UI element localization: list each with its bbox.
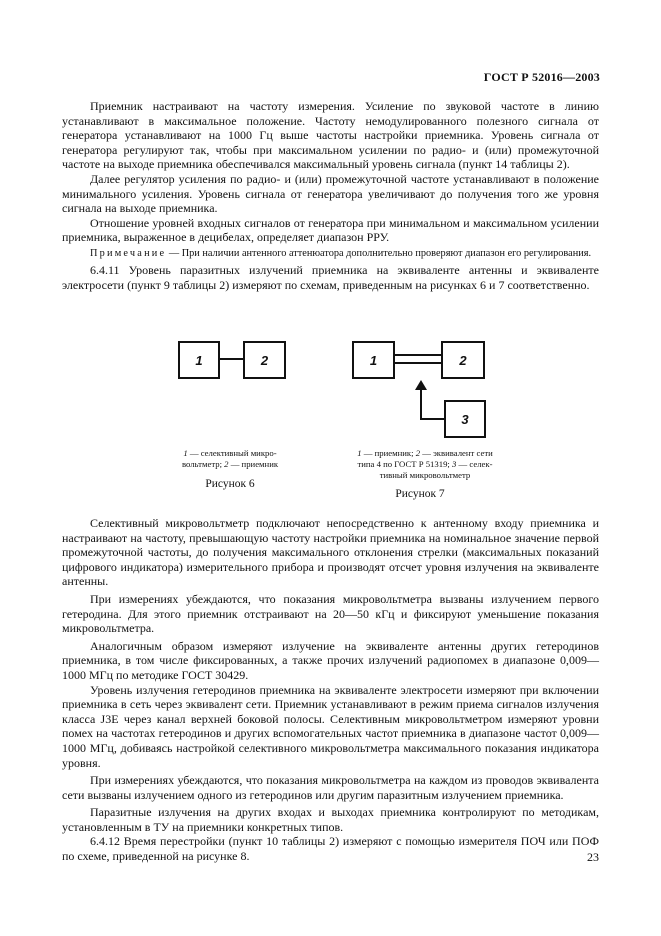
- figure7-double-line-top: [395, 354, 441, 356]
- text-bottom: [62, 516, 599, 864]
- note-label: Примечание: [90, 247, 167, 259]
- paragraph: Паразитные излучения на других входах и выходах приемника контролируют по методикам, установленным в ТУ на приемники конкретных типов.: [62, 805, 599, 834]
- text-top: [62, 99, 599, 293]
- figure7-box-3: 3: [444, 400, 486, 438]
- paragraph: 6.4.12 Время перестройки (пункт 10 таблицы 2) измеряют с помощью измерителя ПОЧ или ПОФ по схеме, приведенной на рисунке 8.: [62, 834, 599, 864]
- paragraph: Аналогичным образом измеряют излучение на эквиваленте антенны других гетеродинов приемника, в том числе фиксированных, а также прочих излучений радиопомех в диапазоне 0,009—1000 МГц по методике ГОСТ 30429.: [62, 638, 599, 682]
- legend-text: — приемник;: [361, 448, 416, 458]
- paragraph: Отношение уровней входных сигналов от генератора при минимальном и максимальном усилении приемника, выраженное в децибелах, определяет диапазон РРУ.: [62, 215, 599, 245]
- figure7-legend: [330, 448, 520, 481]
- legend-text: — приемник: [228, 459, 279, 469]
- figure7-caption: Рисунок 7: [395, 488, 445, 500]
- figure7-box-1: 1: [352, 341, 395, 379]
- legend-text: вольтметр;: [181, 459, 225, 469]
- legend-text: — селективный микро-: [187, 448, 277, 458]
- legend-text: — эквивалент сети: [420, 448, 493, 458]
- figure6-box-1: 1: [178, 341, 220, 379]
- legend-text: тивный микровольтметр: [379, 470, 471, 480]
- figure7-double-line-bottom: [395, 362, 441, 364]
- figure6-box-2: 2: [243, 341, 286, 379]
- paragraph-6-4-11: 6.4.11 Уровень паразитных излучений приемника на эквиваленте антенны и эквиваленте электросети (пункт 9 таблицы 2) измеряют по схемам, приведенным на рисунках 6 и 7 соответственно.: [62, 263, 599, 292]
- note-text: — При наличии антенного аттенюатора дополнительно проверяют диапазон его регулирования.: [166, 247, 592, 259]
- legend-number: 2: [224, 459, 229, 469]
- legend-number: 1: [357, 448, 362, 458]
- paragraph: Уровень излучения гетеродинов приемника на эквиваленте электросети измеряют при включении приемника в сеть через эквивалент сети. Приемник устанавливают в режим приема сигналов излучения класса J3E через канал верхней боковой полосы. Селективным микровольтметром измеряют уровни помех на частотах гетеродинов и других вспомогательных частот приемника в диапазоне частот 0,009—1000 МГц, добиваясь настройкой селективного микровольтметра максимального показания индикатора уровня.: [62, 682, 599, 770]
- figure6-connection: [220, 358, 243, 360]
- legend-number: 1: [183, 448, 188, 458]
- paragraph: Селективный микровольтметр подключают непосредственно к антенному входу приемника и настраивают на частоту, превышающую частоту настройки приемника на номинальное значение первой промежуточной частоты, до получения максимального отклонения стрелки (максимальных показаний цифрового индикатора) измерительного прибора и производят отсчет уровня излучения на эквиваленте антенны.: [62, 516, 599, 589]
- legend-text: типа 4 по ГОСТ Р 51319;: [357, 459, 453, 469]
- paragraph: При измерениях убеждаются, что показания микровольтметра вызваны излучением первого гетеродина. Для этого приемник отстраивают на 20—50 кГц и фиксируют уменьшение показания микровольтметра.: [62, 591, 599, 636]
- paragraph: Далее регулятор усиления по радио- и (или) промежуточной частоте устанавливают в положение минимального усиления. Уровень сигнала от генератора увеличивают до получения того же уровня сигнала на выходе приемника.: [62, 171, 599, 216]
- figure7-box-2: 2: [441, 341, 485, 379]
- legend-number: 2: [415, 448, 421, 458]
- note: [62, 248, 599, 260]
- paragraph: Приемник настраивают на частоту измерения. Усиление по звуковой частоте в линию устанавливают в максимальное положение. Частоту немодулированного полезного сигнала от генератора устанавливают на 1000 Гц выше частоты настройки приемника. Уровень сигнала от генератора регулируют так, чтобы при максимальном усилении по радио- и (или) промежуточной частоте на выходе приемника обеспечивался максимальный уровень сигнала (пункт 14 таблицы 2).: [62, 99, 599, 172]
- figure6-caption: Рисунок 6: [205, 478, 255, 490]
- page-number: 23: [587, 850, 599, 864]
- paragraph: При измерениях убеждаются, что показания микровольтметра на каждом из проводов эквивалента сети вызваны излучением одного из гетеродинов или другим паразитным излучением приемника.: [62, 773, 599, 802]
- document-header: ГОСТ Р 52016—2003: [483, 70, 600, 84]
- legend-number: 3: [452, 459, 457, 469]
- figure6-legend: [160, 448, 300, 470]
- legend-text: — селек-: [456, 459, 493, 469]
